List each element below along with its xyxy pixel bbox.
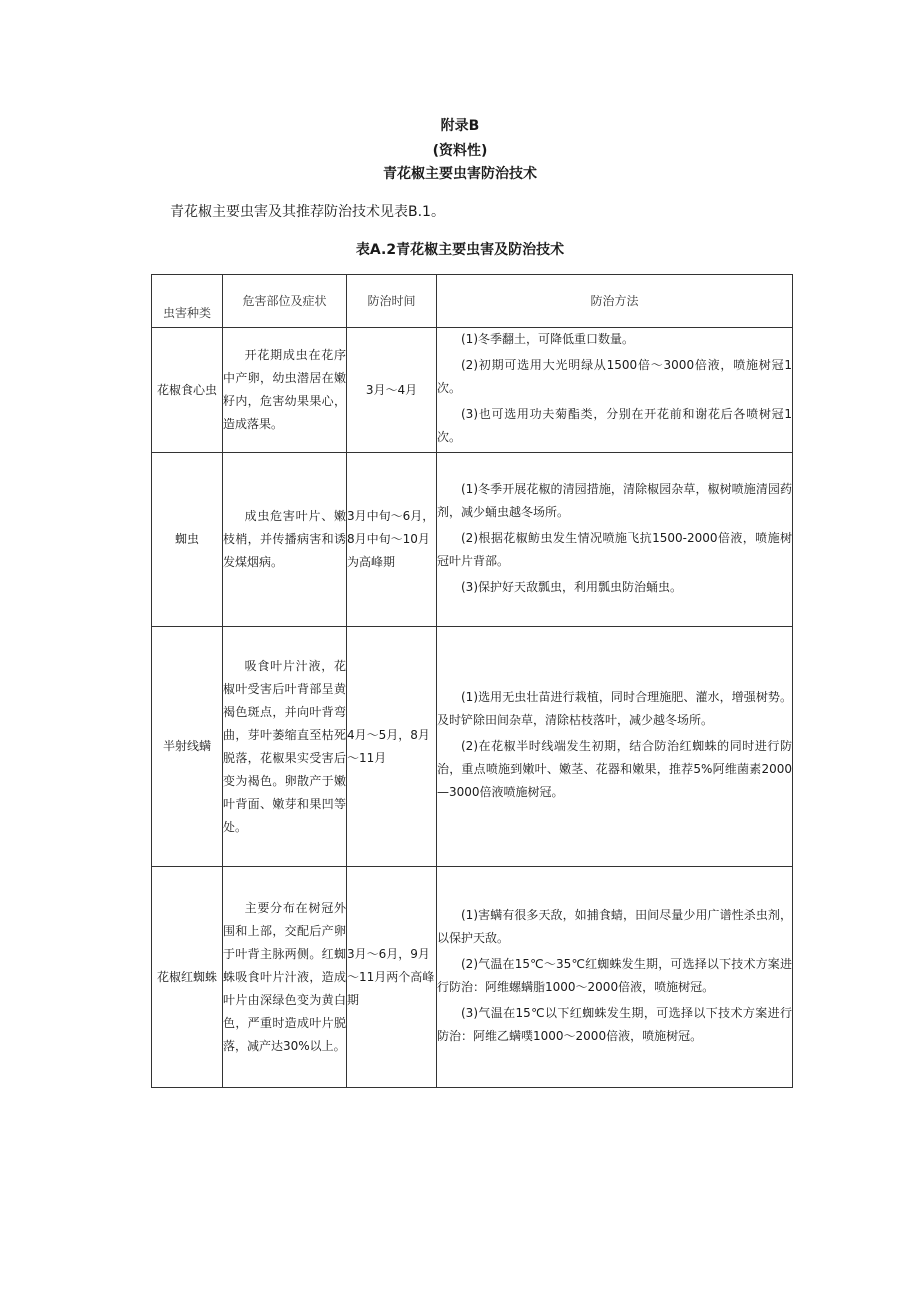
method-item: (3)也可选用功夫菊酯类，分别在开花前和谢花后各喷树冠1次。 [437, 407, 792, 444]
table-header-row [152, 275, 793, 328]
table-caption: 表A.2青花椒主要虫害及防治技术 [355, 242, 565, 258]
method-item: (2)在花椒半时线端发生初期，结合防治红蜘蛛的同时进行防治，重点喷施到嫩叶、嫩茎、花器和嫩果，推荐5%阿维菌素2000—3000倍液喷施树冠。 [437, 739, 792, 799]
symptom-text: 主要分布在树冠外围和上部，交配后产卵于叶背主脉两侧。红蜘蛛吸食叶片汁液，造成叶片由深绿色变为黄白色，严重时造成叶片脱落，减产达30%以上。 [223, 900, 346, 1053]
pest-name: 花椒食心虫 [152, 328, 223, 453]
table-row [152, 627, 793, 867]
table-row [152, 867, 793, 1088]
symptom-text: 成虫危害叶片、嫩枝梢，并传播病害和诱发煤烟病。 [223, 509, 346, 569]
symptom-cell [223, 627, 347, 867]
method-item: (3)保护好天敌瓢虫，利用瓢虫防治蛹虫。 [461, 579, 682, 594]
method-item: (2)气温在15℃～35℃红蜘蛛发生期，可选择以下技术方案进行防治：阿维螺螨脂1000～2000倍液，喷施树冠。 [437, 956, 792, 994]
time-cell: 4月～5月，8月～11月 [347, 627, 437, 867]
header-method: 防治方法 [437, 275, 793, 328]
appendix-type: (资料性) [432, 143, 488, 159]
appendix-title: 青花椒主要虫害防治技术 [383, 166, 537, 182]
pest-name: 半射线螨 [152, 627, 223, 867]
method-cell [437, 453, 793, 627]
method-item: (1)冬季开展花椒的清园措施，清除椒园杂草，椒树喷施清园药剂，减少蛹虫越冬场所。 [437, 481, 792, 519]
time-cell: 3月～4月 [347, 328, 437, 453]
time-cell: 3月～6月，9月～11月两个高峰期 [347, 867, 437, 1088]
method-cell [437, 627, 793, 867]
method-item: (2)初期可选用大光明绿从1500倍～3000倍液，喷施树冠1次。 [437, 358, 792, 395]
method-cell [437, 328, 793, 453]
time-cell: 3月中旬～6月，8月中旬～10月为高峰期 [347, 453, 437, 627]
symptom-text: 吸食叶片汁液，花椒叶受害后叶背部呈黄褐色斑点，并向叶背弯曲，芽叶萎缩直至枯死脱落，花椒果实受害后变为褐色。卵散产于嫩叶背面、嫩芽和果凹等处。 [223, 658, 346, 834]
pest-name: 蜘虫 [152, 453, 223, 627]
table-row [152, 453, 793, 627]
symptom-text: 开花期成虫在花序中产卵，幼虫潜居在嫩籽内，危害幼果果心，造成落果。 [223, 348, 346, 431]
method-item: (1)选用无虫壮苗进行栽植，同时合理施肥、灌水，增强树势。及时铲除田间杂草，清除枯枝落叶，减少越冬场所。 [437, 690, 792, 727]
pest-control-table [151, 274, 793, 1088]
header-time: 防治时间 [347, 275, 437, 328]
intro-paragraph: 青花椒主要虫害及其推荐防治技术见表B.1。 [170, 204, 445, 220]
symptom-cell [223, 328, 347, 453]
method-item: (1)害螨有很多天敌，如捕食蜻，田间尽量少用广谱性杀虫剂，以保护天敌。 [437, 907, 792, 945]
pest-name: 花椒红蜘蛛 [152, 867, 223, 1088]
method-item: (2)根据花椒鲂虫发生情况喷施飞抗1500-2000倍液，喷施树冠叶片背部。 [437, 530, 792, 568]
symptom-cell [223, 867, 347, 1088]
appendix-label: 附录B [440, 118, 480, 134]
method-cell [437, 867, 793, 1088]
method-item: (3)气温在15℃以下红蜘蛛发生期，可选择以下技术方案进行防治：阿维乙螨噗1000～2000倍液，喷施树冠。 [437, 1005, 792, 1043]
method-item: (1)冬季翻土，可降低重口数量。 [461, 332, 634, 346]
table-row [152, 328, 793, 453]
symptom-cell [223, 453, 347, 627]
header-pest-type: 虫害种类 [152, 275, 223, 328]
header-symptom: 危害部位及症状 [223, 275, 347, 328]
